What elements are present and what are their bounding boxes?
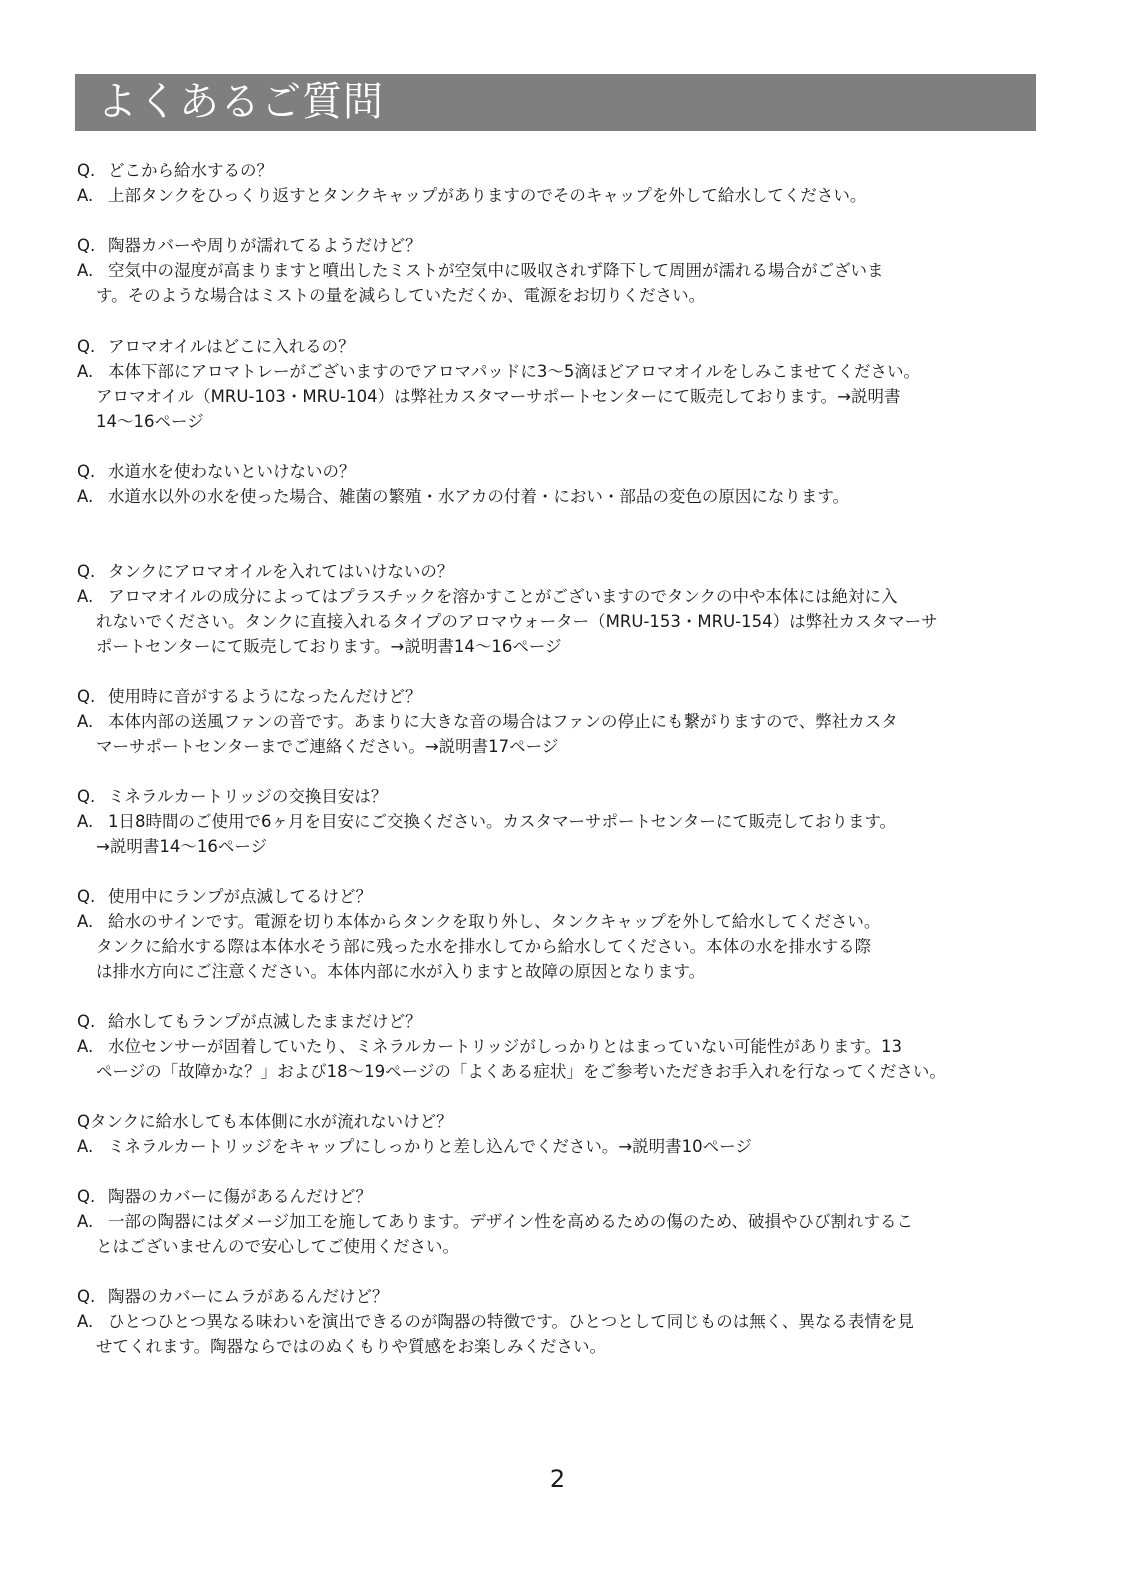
answer: [77, 1209, 1037, 1234]
faq-item: [77, 784, 1037, 859]
answer-prefix: A.: [77, 1037, 94, 1056]
question-prefix: Q.: [77, 887, 96, 906]
answer-text-continued: タンクに給水する際は本体水そう部に残った水を排水してから給水してください。本体の水を排水する際: [96, 937, 872, 956]
answer-text: 本体下部にアロマトレーがございますのでアロマパッドに3～5滴ほどアロマオイルをしみこませてください。: [108, 362, 921, 381]
answer: [77, 1309, 1037, 1334]
question: [77, 884, 1037, 909]
question-prefix: Q.: [77, 236, 96, 255]
answer-text: 上部タンクをひっくり返すとタンクキャップがありますのでそのキャップを外して給水してください。: [108, 186, 867, 205]
answer: [77, 258, 1037, 283]
question-text: タンクにアロマオイルを入れてはいけないの？: [108, 562, 454, 581]
answer: [77, 1034, 1037, 1059]
answer-prefix: A.: [77, 487, 94, 506]
question-text: 陶器のカバーにムラがあるんだけど？: [108, 1287, 389, 1306]
question-prefix: Q.: [77, 1287, 96, 1306]
question-text: アロマオイルはどこに入れるの？: [108, 337, 355, 356]
question: [77, 158, 1037, 183]
answer-text: アロマオイルの成分によってはプラスチックを溶かすことがございますのでタンクの中や本体には絶対に入: [108, 587, 898, 606]
answer-prefix: A.: [77, 362, 94, 381]
question-prefix: Q.: [77, 1012, 96, 1031]
question-text: 使用中にランプが点滅してるけど？: [108, 887, 372, 906]
answer-prefix: A.: [77, 186, 94, 205]
faq-item: [77, 158, 1037, 208]
answer: [77, 909, 1037, 934]
answer-text-continued: れないでください。タンクに直接入れるタイプのアロマウォーター（MRU-153・MRU-154）は弊社カスタマーサ: [96, 612, 938, 631]
answer: [77, 1134, 1037, 1159]
answer-text: 一部の陶器にはダメージ加工を施してあります。デザイン性を高めるための傷のため、破損やひび割れするこ: [108, 1212, 914, 1231]
question-prefix: Q.: [77, 787, 96, 806]
faq-item: [77, 334, 1037, 434]
question-prefix: Q.: [77, 562, 96, 581]
question-prefix: Q.: [77, 687, 96, 706]
faq-item: [77, 1109, 1037, 1159]
answer: [77, 183, 1037, 208]
question-text: どこから給水するの？: [108, 161, 273, 180]
question-text: 陶器のカバーに傷があるんだけど？: [108, 1187, 372, 1206]
question: [77, 1009, 1037, 1034]
question-prefix: Q.: [77, 462, 96, 481]
answer-prefix: A.: [77, 1312, 94, 1331]
faq-item: [77, 1184, 1037, 1259]
question: [77, 1184, 1037, 1209]
answer: [77, 809, 1037, 834]
question-text: ミネラルカートリッジの交換目安は？: [108, 787, 388, 806]
answer-text: 空気中の湿度が高まりますと噴出したミストが空気中に吸収されず降下して周囲が濡れる場合がございま: [108, 261, 884, 280]
answer-text: ミネラルカートリッジをキャップにしっかりと差し込んでください。→説明書10ページ: [108, 1137, 752, 1156]
answer-text-continued: ポートセンターにて販売しております。→説明書14～16ページ: [96, 637, 562, 656]
question-prefix: Q.: [77, 337, 96, 356]
question: [77, 684, 1037, 709]
question-prefix: Q: [77, 1112, 90, 1131]
answer-prefix: A.: [77, 712, 94, 731]
question: [77, 233, 1037, 258]
answer-prefix: A.: [77, 812, 94, 831]
question-text: 使用時に音がするようになったんだけど？: [108, 687, 422, 706]
question-text: 給水してもランプが点滅したままだけど？: [108, 1012, 422, 1031]
faq-item: [77, 1009, 1037, 1084]
question: [77, 334, 1037, 359]
answer-text-continued: ページの「故障かな？」および18～19ページの「よくある症状」をご参考いただきお手入れを行なってください。: [96, 1062, 946, 1081]
question: [77, 1109, 1037, 1134]
answer: [77, 359, 1037, 384]
answer-text: ひとつひとつ異なる味わいを演出できるのが陶器の特徴です。ひとつとして同じものは無く、異なる表情を見: [108, 1312, 914, 1331]
question: [77, 1284, 1037, 1309]
answer-text-continued: は排水方向にご注意ください。本体内部に水が入りますと故障の原因となります。: [96, 962, 706, 981]
answer-text: 本体内部の送風ファンの音です。あまりに大きな音の場合はファンの停止にも繋がりますので、弊社カスタ: [108, 712, 898, 731]
page-title: よくあるご質問: [97, 79, 384, 125]
faq-item: [77, 884, 1037, 984]
answer: [77, 709, 1037, 734]
answer-prefix: A.: [77, 1137, 94, 1156]
answer-text-continued: す。そのような場合はミストの量を減らしていただくか、電源をお切りください。: [96, 286, 706, 305]
answer-text-continued: マーサポートセンターまでご連絡ください。→説明書17ページ: [96, 737, 559, 756]
question: [77, 784, 1037, 809]
answer: [77, 484, 1037, 509]
question-prefix: Q.: [77, 161, 96, 180]
question-text: タンクに給水しても本体側に水が流れないけど？: [90, 1112, 453, 1131]
faq-item: [77, 233, 1037, 308]
question-text: 水道水を使わないといけないの？: [108, 462, 356, 481]
faq-item: [77, 459, 1037, 509]
answer-text: 水道水以外の水を使った場合、雑菌の繁殖・水アカの付着・におい・部品の変色の原因になります。: [108, 487, 850, 506]
answer-text-continued: →説明書14～16ページ: [96, 837, 267, 856]
question: [77, 559, 1037, 584]
answer-prefix: A.: [77, 261, 94, 280]
answer-text-continued: 14～16ページ: [96, 412, 204, 431]
answer-text: 水位センサーが固着していたり、ミネラルカートリッジがしっかりとはまっていない可能性があります。13: [108, 1037, 903, 1056]
faq-item: [77, 684, 1037, 759]
answer-prefix: A.: [77, 1212, 94, 1231]
answer-text: 1日8時間のご使用で6ヶ月を目安にご交換ください。カスタマーサポートセンターにて販売しております。: [108, 812, 897, 831]
answer-text-continued: とはございませんので安心してご使用ください。: [96, 1237, 459, 1256]
faq-item: [77, 559, 1037, 659]
faq-item: [77, 1284, 1037, 1359]
answer-text-continued: アロマオイル（MRU-103・MRU-104）は弊社カスタマーサポートセンターにて販売しております。→説明書: [96, 387, 901, 406]
title-bar: [75, 74, 1036, 131]
answer-prefix: A.: [77, 912, 94, 931]
answer: [77, 584, 1037, 609]
answer-prefix: A.: [77, 587, 94, 606]
answer-text-continued: せてくれます。陶器ならではのぬくもりや質感をお楽しみください。: [96, 1337, 607, 1356]
answer-text: 給水のサインです。電源を切り本体からタンクを取り外し、タンクキャップを外して給水してください。: [108, 912, 881, 931]
page-number: 2: [549, 1465, 566, 1493]
question-text: 陶器カバーや周りが濡れてるようだけど？: [108, 236, 422, 255]
question-prefix: Q.: [77, 1187, 96, 1206]
question: [77, 459, 1037, 484]
